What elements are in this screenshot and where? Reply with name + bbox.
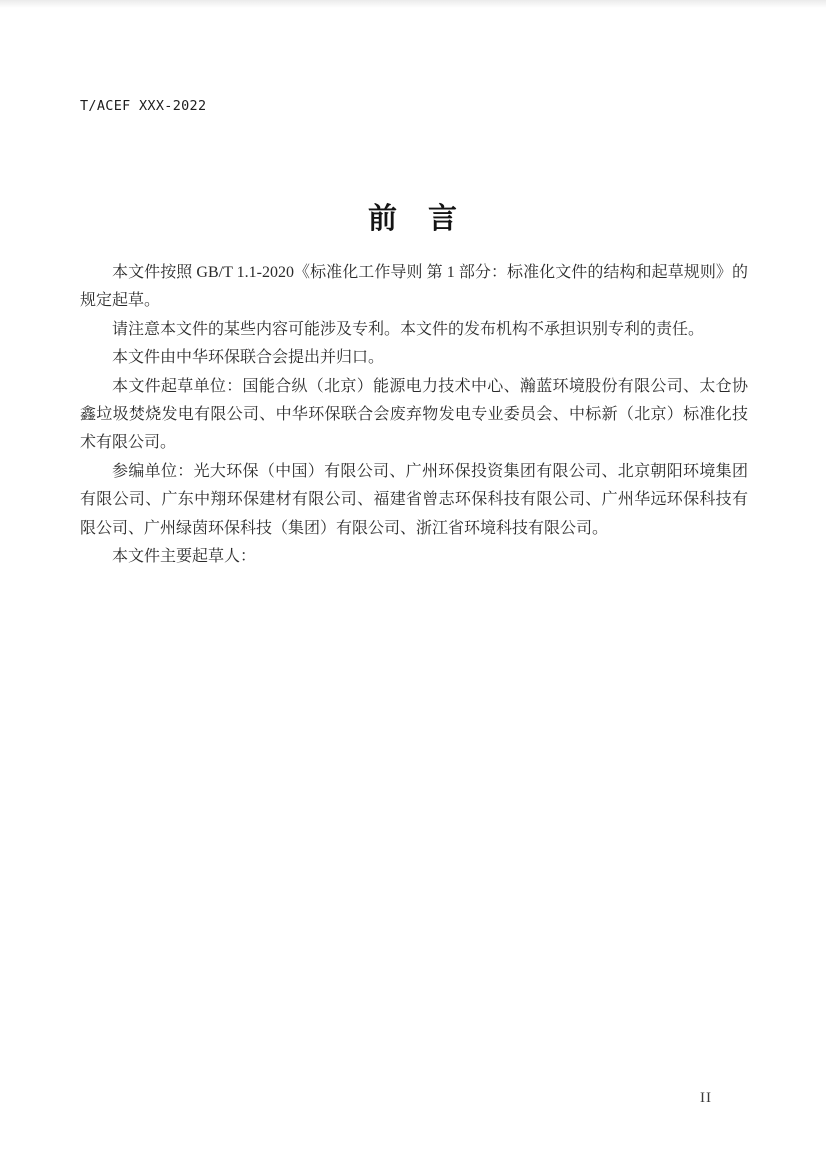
- paragraph-main-drafters-label: 本文件主要起草人：: [112, 548, 257, 566]
- paragraph-drafting-basis: 本文件按照 GB/T 1.1-2020《标准化工作导则 第 1 部分：标准化文件的结构和起草规则》的规定起草。: [80, 264, 748, 310]
- paragraph-participating-organizations: 参编单位：光大环保（中国）有限公司、广州环保投资集团有限公司、北京朝阳环境集团有限公司、广东中翔环保建材有限公司、福建省曾志环保科技有限公司、广州华远环保科技有限公司、广州绿茵环保科技（集团）有限公司、浙江省环境科技有限公司。: [80, 462, 748, 537]
- paragraph-proposing-body: 本文件由中华环保联合会提出并归口。: [112, 349, 385, 367]
- page-number: II: [700, 1090, 712, 1106]
- page-title-foreword: 前 言: [367, 203, 458, 235]
- paragraph-drafting-organizations: 本文件起草单位：国能合纵（北京）能源电力技术中心、瀚蓝环境股份有限公司、太仓协鑫垃圾焚烧发电有限公司、中华环保联合会废弃物发电专业委员会、中标新（北京）标准化技术有限公司。: [80, 377, 748, 452]
- standard-code-header: T/ACEF XXX-2022: [80, 98, 207, 114]
- foreword-body: [80, 259, 748, 571]
- paragraph-patent-notice: 请注意本文件的某些内容可能涉及专利。本文件的发布机构不承担识别专利的责任。: [112, 320, 705, 338]
